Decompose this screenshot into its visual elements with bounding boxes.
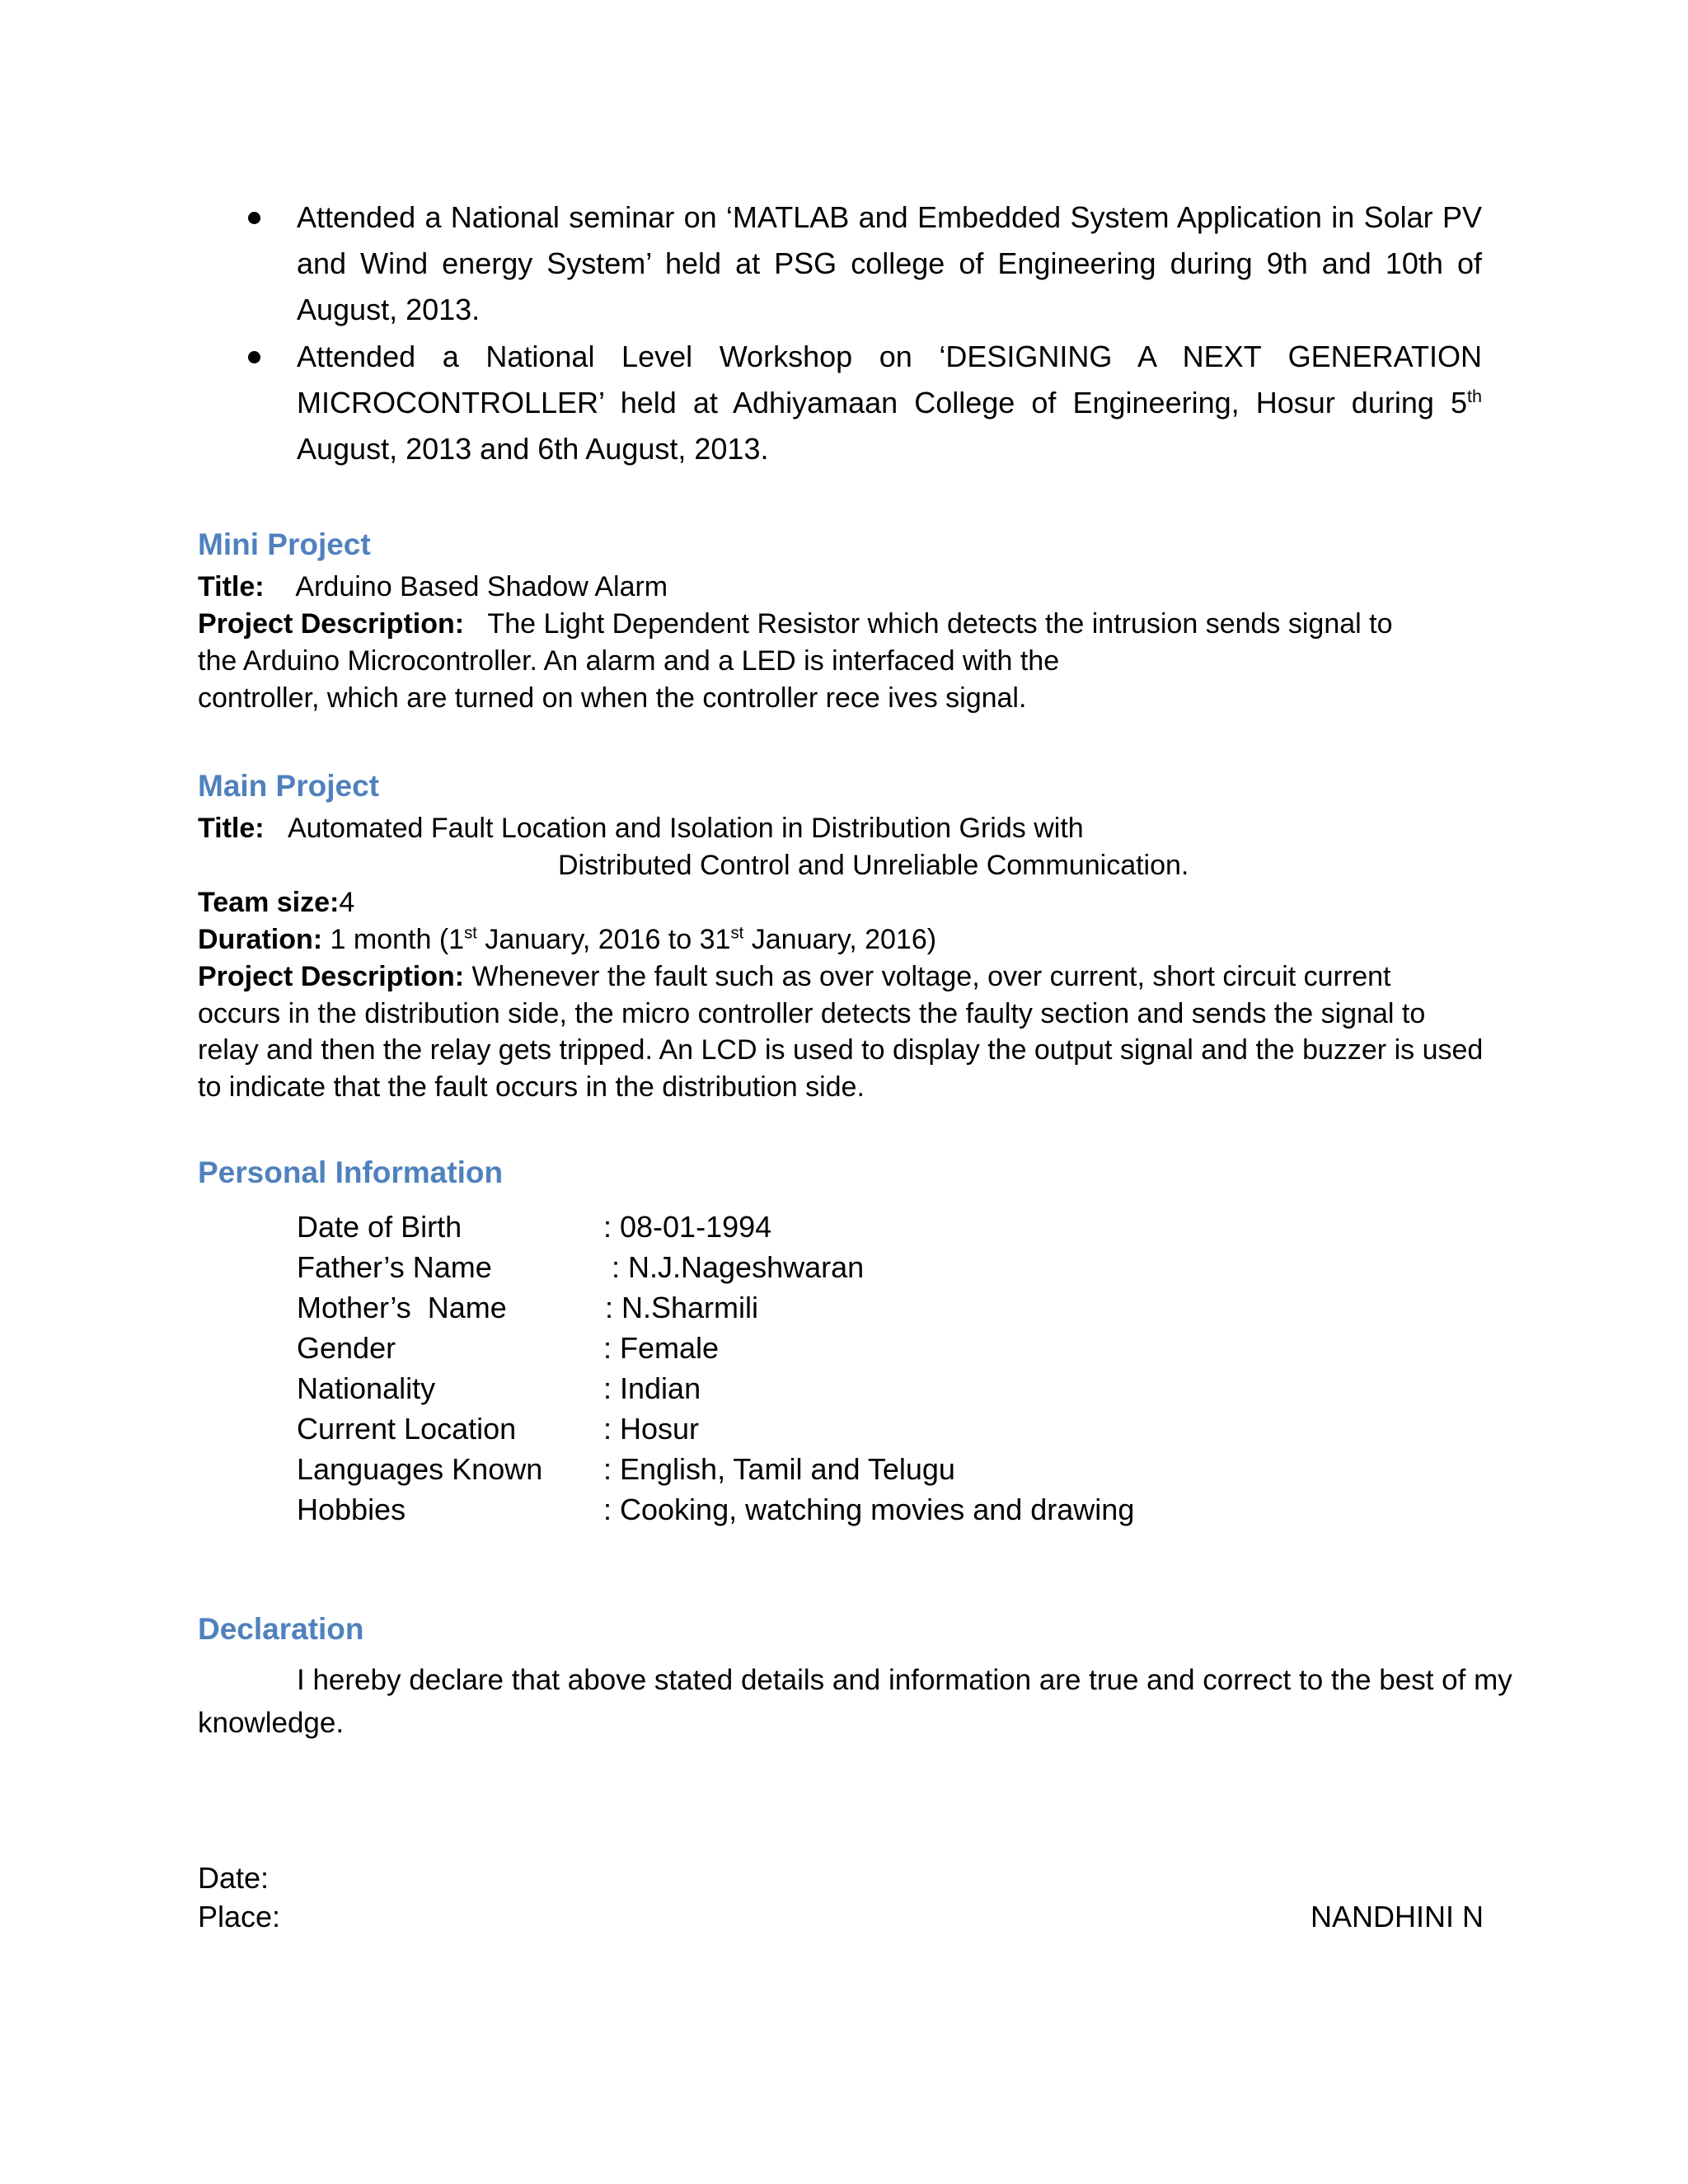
main-project-desc-label: Project Description: [198,961,465,992]
info-label: Current Location [297,1412,517,1446]
main-project-duration [198,921,936,958]
info-label: Nationality [297,1371,436,1405]
info-value: : Female [603,1331,720,1365]
bullet-item-seminar: Attended a National seminar on ‘MATLAB and Embedded System Application in Solar PV and Wind energy System’ held at PSG college of Engineering during 9th and 10th of August, 2013. [297,200,1482,326]
duration-part-c: January, 2016) [743,924,937,955]
main-project-heading: Main Project [198,769,379,803]
info-value: : English, Tamil and Telugu [603,1452,955,1486]
bullet-dot-2 [248,351,260,363]
main-project-desc-3: relay and then the relay gets tripped. An LCD is used to display the output signal and the buzzer is used [198,1034,1484,1066]
info-value: : 08-01-1994 [603,1210,772,1244]
mini-project-title-label: Title: [198,571,265,602]
info-label: Languages Known [297,1452,543,1486]
personal-info-heading: Personal Information [198,1155,504,1189]
bullet-workshop-text-end: August, 2013 and 6th August, 2013. [297,432,769,466]
info-value: : Cooking, watching movies and drawing [603,1493,1135,1526]
mini-project-desc-1 [198,606,1393,643]
mini-project-title-value: Arduino Based Shadow Alarm [295,571,668,602]
duration-label: Duration: [198,924,323,955]
signature-name: NANDHINI N [1310,1900,1484,1933]
main-project-title-label: Title: [198,813,265,844]
mini-project-heading: Mini Project [198,527,371,561]
bullet-item-workshop [297,334,1482,472]
mini-project-desc-line1: The Light Dependent Resistor which detects the intrusion sends signal to [487,608,1393,640]
info-label: Mother’s Name [297,1291,507,1324]
bullet-dot-1 [248,212,260,224]
info-label: Date of Birth [297,1210,462,1244]
main-project-title [198,810,1084,847]
declaration-text-line1: I hereby declare that above stated details and information are true and correct to the best of my [297,1664,1512,1696]
place-label: Place: [198,1900,281,1933]
team-size-label: Team size: [198,887,340,918]
main-project-desc-line1: Whenever the fault such as over voltage, over current, short circuit current [471,961,1391,992]
info-label: Father’s Name [297,1250,492,1284]
mini-project-title [198,569,668,606]
bullet-workshop-text: Attended a National Level Workshop on ‘DESIGNING A NEXT GENERATION MICROCONTROLLER’ held at Adhiyamaan College of Engineering, Hosur during 5 [297,340,1482,419]
declaration-heading: Declaration [198,1612,364,1646]
info-value: : Hosur [603,1412,700,1446]
info-label: Gender [297,1331,396,1365]
info-label: Hobbies [297,1493,406,1526]
date-label: Date: [198,1861,270,1895]
team-size-value: 4 [339,887,355,918]
duration-sup-2: st [730,924,744,943]
main-project-title-line1: Automated Fault Location and Isolation in Distribution Grids with [287,813,1084,844]
duration-sup-1: st [464,924,477,943]
mini-project-desc-2: the Arduino Microcontroller. An alarm and a LED is interfaced with the [198,645,1060,677]
declaration-text-line2: knowledge. [198,1707,345,1739]
info-value: : N.Sharmili [605,1291,759,1324]
bullet-workshop-sup: th [1466,386,1482,406]
main-project-desc-2: occurs in the distribution side, the micro controller detects the faulty section and sends the signal to [198,998,1426,1029]
mini-project-desc-label: Project Description: [198,608,465,640]
main-project-desc-4: to indicate that the fault occurs in the distribution side. [198,1071,865,1103]
main-project-title-line2: Distributed Control and Unreliable Communication. [558,850,1189,881]
duration-part-a: 1 month (1 [330,924,465,955]
info-value: : Indian [603,1371,701,1405]
info-value: : N.J.Nageshwaran [603,1250,865,1284]
duration-part-b: January, 2016 to 31 [476,924,731,955]
mini-project-desc-3: controller, which are turned on when the controller rece ives signal. [198,682,1027,714]
main-project-desc-1 [198,958,1390,996]
main-project-team [198,884,354,921]
